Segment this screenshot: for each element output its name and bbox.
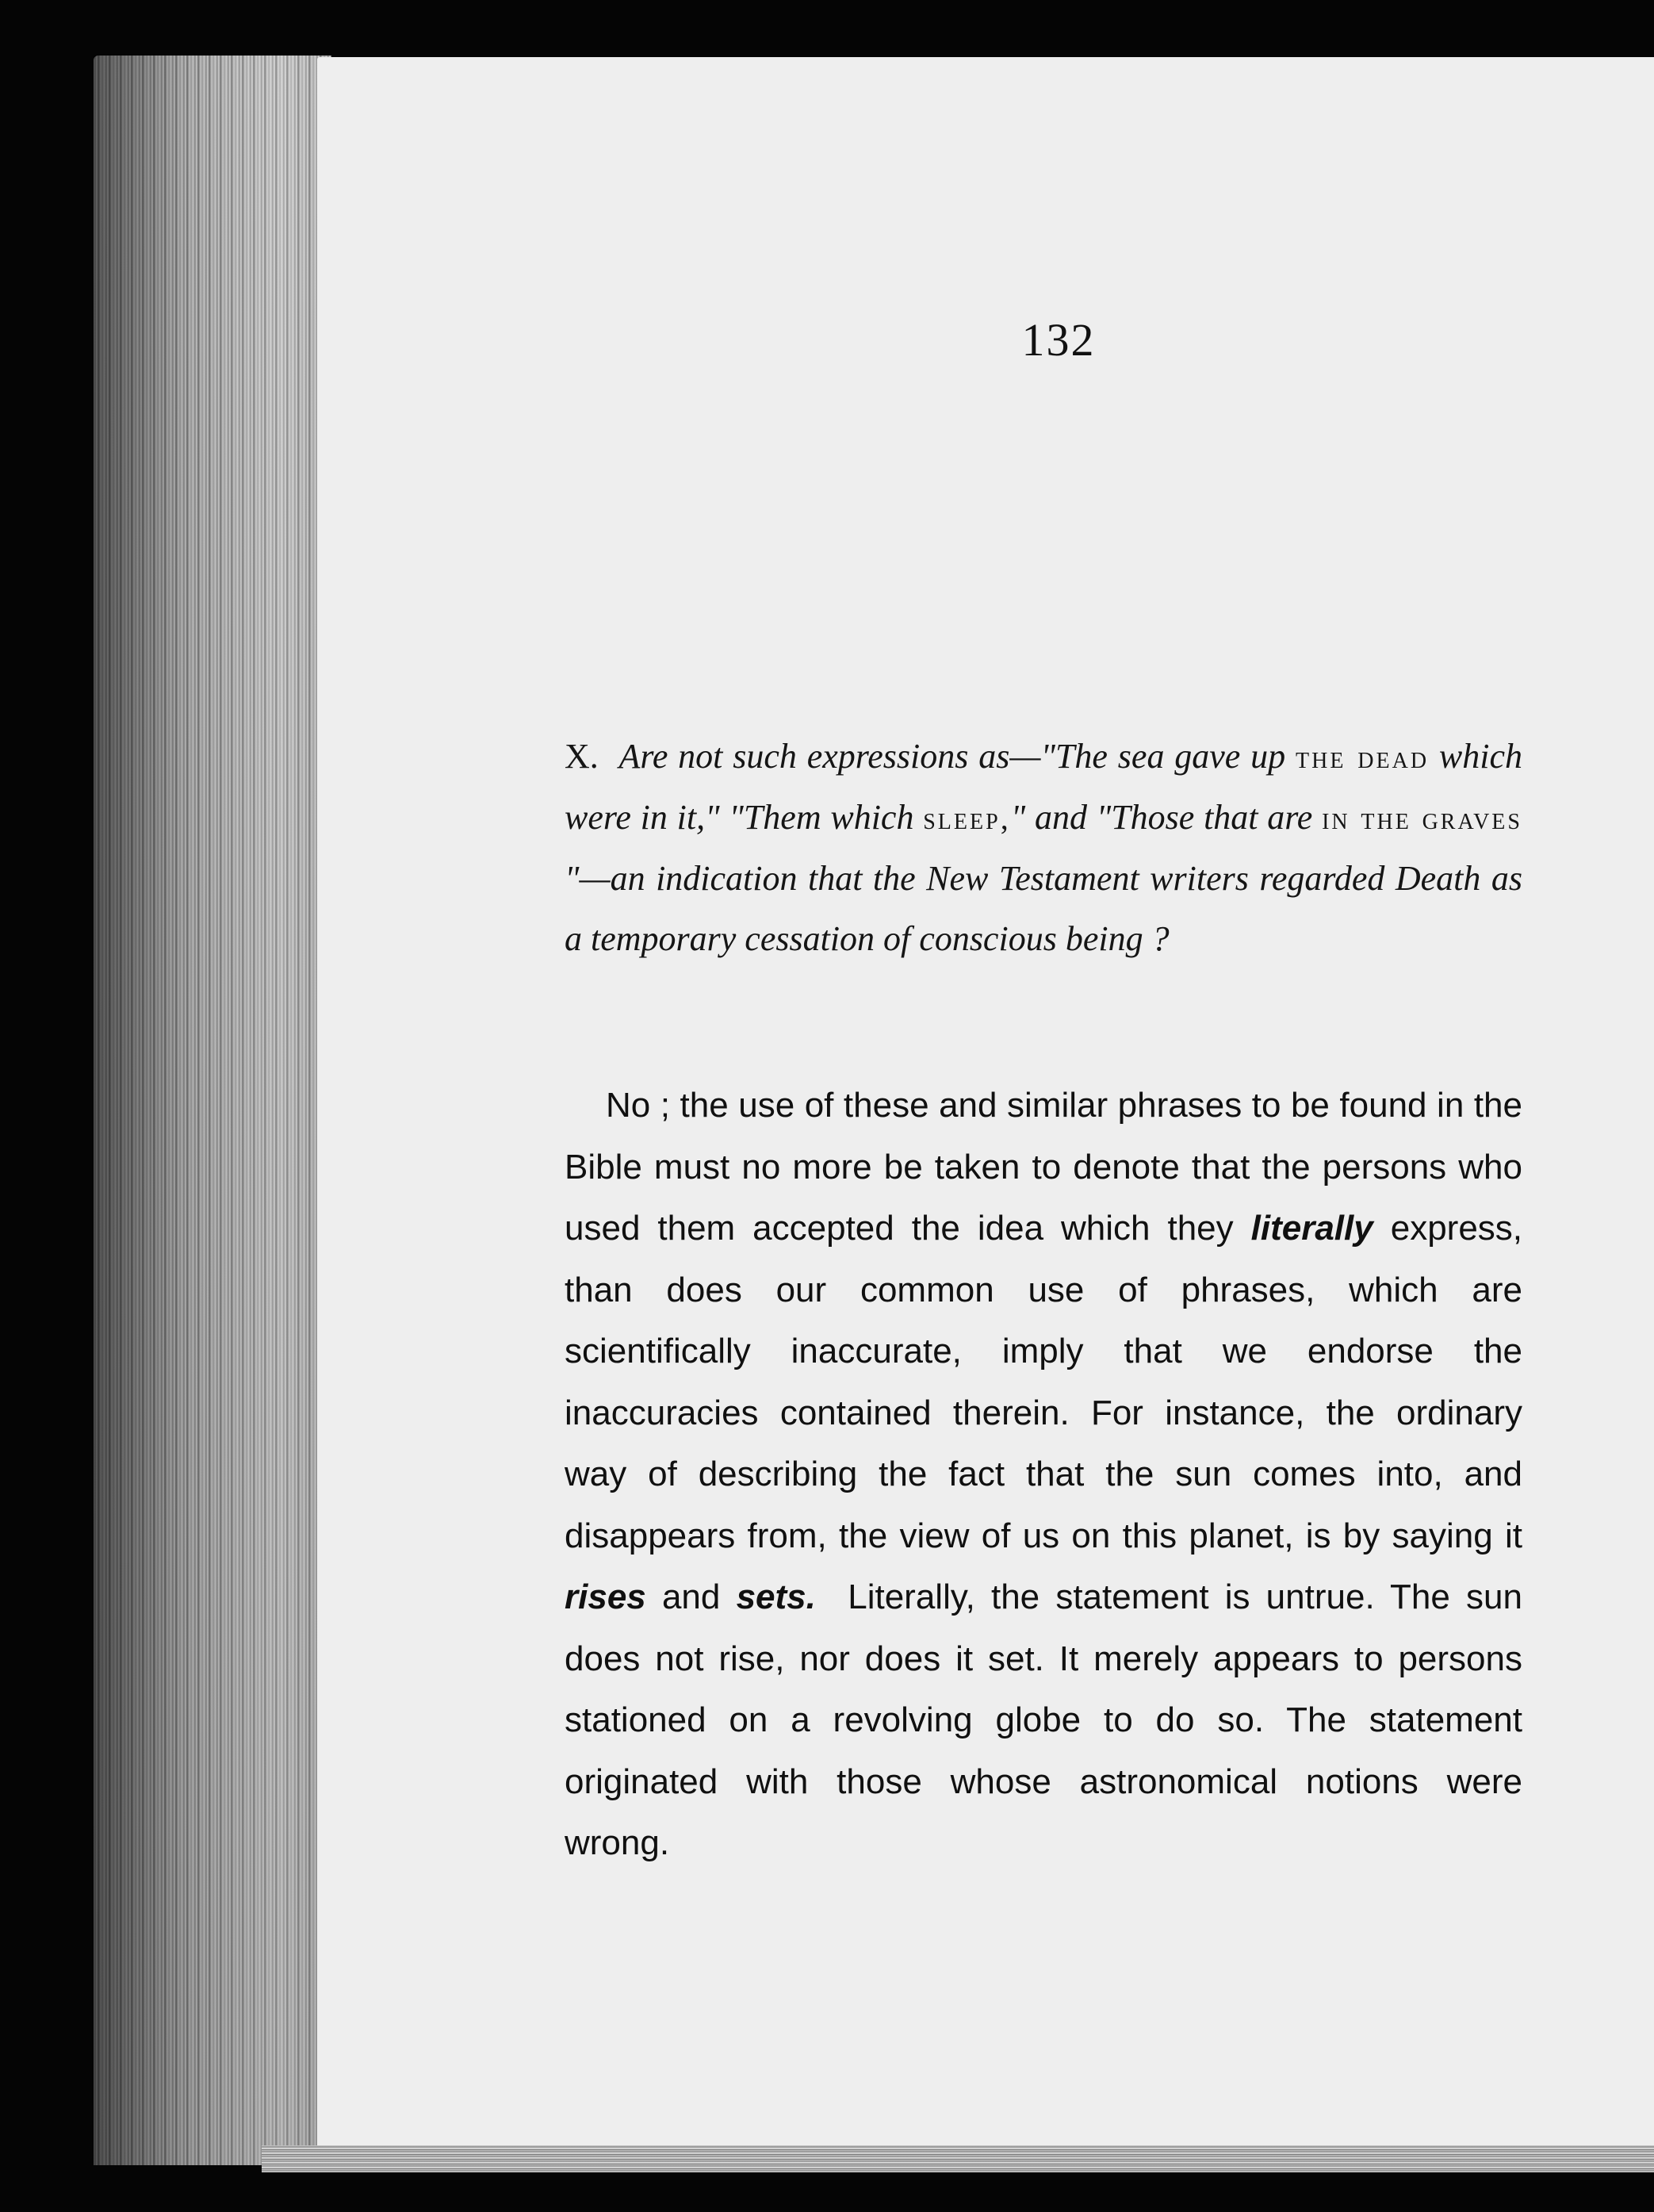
question-smallcaps-1: the dead [1296, 739, 1430, 775]
question-text-4: "—an indication that the New Testament writers regarded Death as a temporary cessation of conscious being ? [565, 859, 1522, 958]
book-page-edges [94, 56, 331, 2165]
answer-emphasis-literally: literally [1250, 1209, 1373, 1248]
question-text-3: " and "Those that are [1010, 798, 1313, 837]
book-bottom-edge [262, 2145, 1654, 2172]
page-number: 132 [1021, 314, 1096, 366]
answer-paragraph [565, 1075, 1522, 1874]
question-label: X. [565, 737, 599, 776]
question-smallcaps-2: sleep, [923, 800, 1011, 836]
answer-text-2: express, than does our common use of phrases, which are scientifically inaccurate, imply that we endorse the inaccuracies contained therein. For instance, the ordinary way of describing the fact that the sun comes into, and disappears from, the view of us on this planet, is by saying it [565, 1209, 1523, 1555]
question-smallcaps-3: in the graves [1322, 800, 1522, 836]
answer-text-3: and [661, 1578, 721, 1616]
question-paragraph [565, 726, 1522, 969]
answer-emphasis-rises: rises [565, 1578, 646, 1616]
question-text-1: Are not such expressions as—"The sea gave up [618, 737, 1286, 776]
answer-emphasis-sets: sets. [736, 1578, 816, 1616]
question-text-2: which were in it," "Them which [565, 737, 1523, 837]
answer-text-4: Literally, the statement is untrue. The sun does not rise, nor does it set. It merely appears to persons stationed on a revolving globe to do so. The statement originated with those whose astronomical notions were wrong. [565, 1578, 1522, 1862]
answer-text-1: No ; the use of these and similar phrases to be found in the Bible must no more be taken to denote that the persons who used them accepted the idea which they [565, 1086, 1522, 1248]
